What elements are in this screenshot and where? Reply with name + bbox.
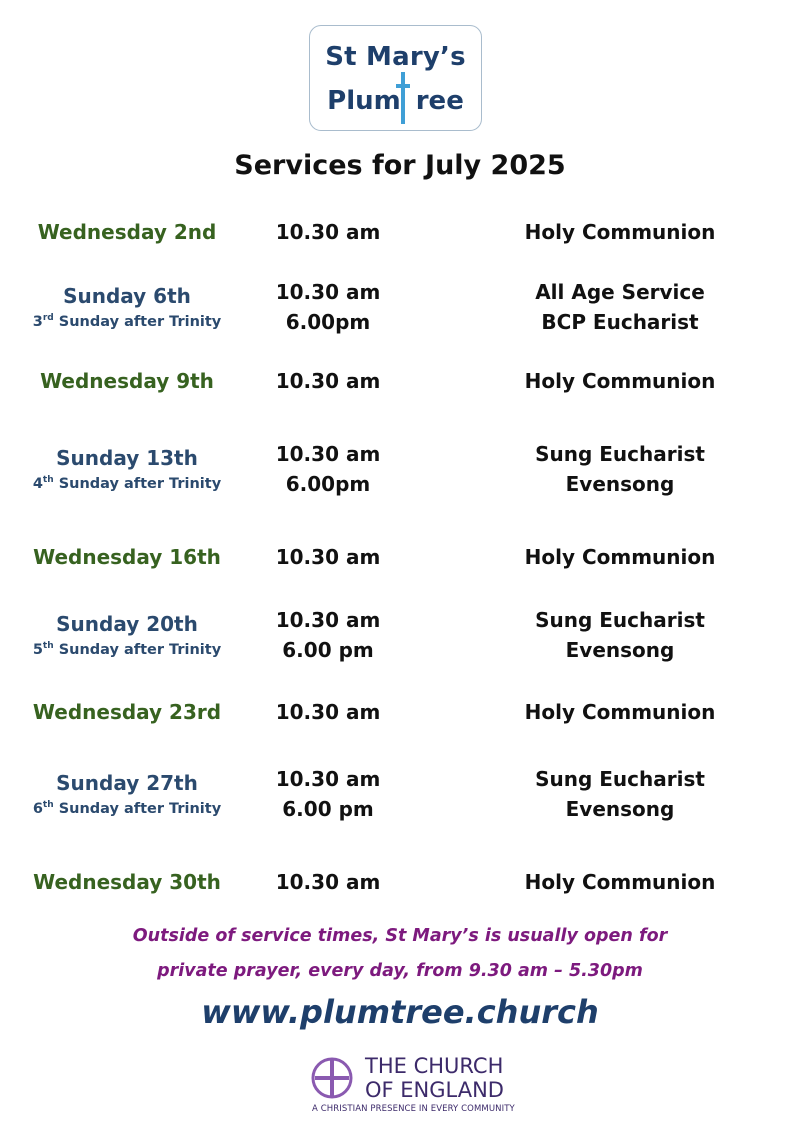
church-logo — [309, 25, 482, 131]
service-time: 6.00 pm — [282, 638, 374, 662]
service-name: All Age Service — [535, 280, 705, 304]
service-name: Evensong — [565, 797, 675, 821]
service-time: 10.30 am — [275, 369, 381, 393]
service-name: Evensong — [565, 638, 675, 662]
service-name: Holy Communion — [524, 545, 716, 569]
service-day: Wednesday 23rd — [32, 700, 222, 724]
service-time: 6.00pm — [285, 310, 371, 334]
page-title: Services for July 2025 — [234, 150, 566, 181]
service-name: Sung Eucharist — [535, 442, 705, 466]
service-name: BCP Eucharist — [541, 310, 699, 334]
liturgical-day: 6th Sunday after Trinity — [32, 800, 222, 817]
liturgical-day: 3rd Sunday after Trinity — [32, 313, 222, 330]
service-time: 10.30 am — [275, 700, 381, 724]
service-name: Holy Communion — [524, 700, 716, 724]
service-time: 10.30 am — [275, 870, 381, 894]
service-day: Wednesday 30th — [33, 870, 221, 894]
service-time: 10.30 am — [275, 767, 381, 791]
coe-tagline: A CHRISTIAN PRESENCE IN EVERY COMMUNITY — [312, 1104, 515, 1114]
service-name: Sung Eucharist — [535, 608, 705, 632]
service-time: 10.30 am — [275, 442, 381, 466]
service-name: Sung Eucharist — [535, 767, 705, 791]
opening-note-line-2: private prayer, every day, from 9.30 am – 5.30pm — [157, 961, 643, 981]
website-link[interactable]: www.plumtree.church — [201, 993, 599, 1031]
service-day: Sunday 13th — [56, 446, 198, 470]
service-day: Sunday 20th — [56, 612, 198, 636]
service-day: Wednesday 2nd — [37, 220, 217, 244]
church-of-england-icon — [310, 1056, 354, 1100]
logo-line-1: St Mary’s — [325, 42, 466, 72]
service-time: 6.00pm — [285, 472, 371, 496]
coe-line-2: OF ENGLAND — [365, 1078, 504, 1102]
liturgical-day: 4th Sunday after Trinity — [32, 475, 222, 492]
service-name: Holy Communion — [524, 369, 716, 393]
service-time: 10.30 am — [275, 545, 381, 569]
coe-line-1: THE CHURCH — [365, 1054, 504, 1078]
service-time: 10.30 am — [275, 220, 381, 244]
liturgical-day: 5th Sunday after Trinity — [32, 641, 222, 658]
logo-line-2: Plum ree — [327, 86, 464, 116]
service-time: 10.30 am — [275, 280, 381, 304]
service-time: 6.00 pm — [282, 797, 374, 821]
service-day: Sunday 27th — [56, 771, 198, 795]
service-day: Wednesday 9th — [40, 369, 214, 393]
service-name: Holy Communion — [524, 870, 716, 894]
service-day: Wednesday 16th — [33, 545, 221, 569]
service-day: Sunday 6th — [63, 284, 191, 308]
service-name: Holy Communion — [524, 220, 716, 244]
opening-note-line-1: Outside of service times, St Mary’s is usually open for — [132, 926, 668, 946]
service-name: Evensong — [565, 472, 675, 496]
service-time: 10.30 am — [275, 608, 381, 632]
